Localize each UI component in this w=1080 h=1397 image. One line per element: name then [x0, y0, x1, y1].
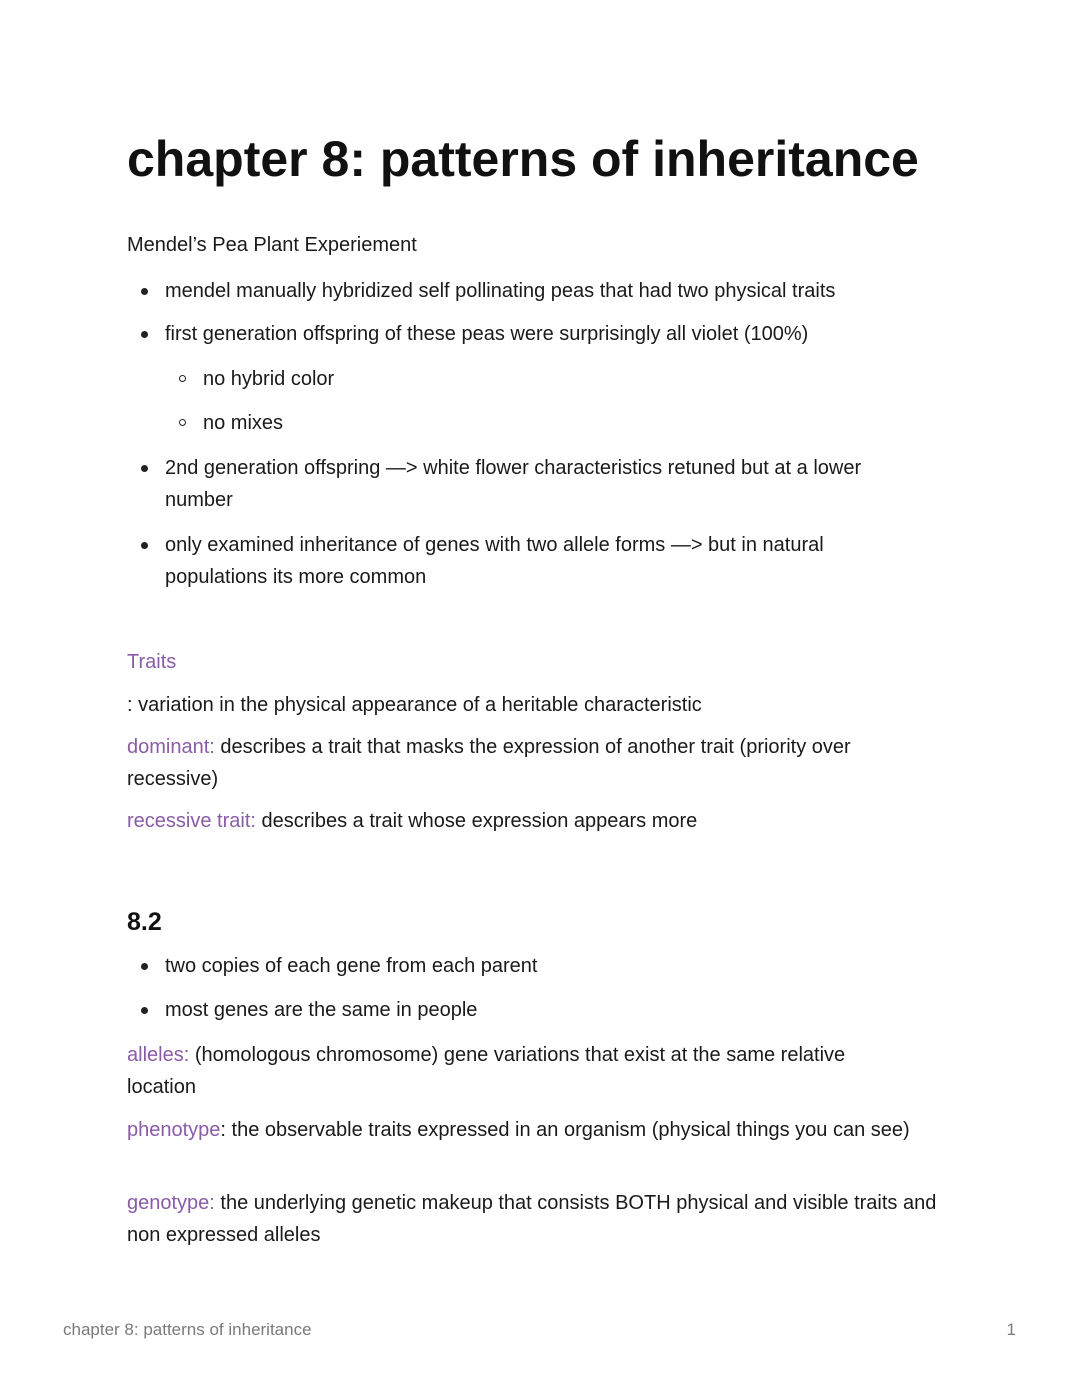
list-item-text: no mixes: [203, 412, 284, 434]
section-heading-8-2: 8.2: [127, 908, 162, 936]
list-item-text: no hybrid color: [203, 368, 335, 390]
definition-text: the underlying genetic makeup that consists BOTH physical and visible traits and non expressed alleles: [127, 1192, 937, 1246]
definition-dominant: [127, 731, 927, 795]
page-number: 1: [1006, 1320, 1016, 1339]
definition-alleles: [127, 1039, 917, 1103]
page-title: chapter 8: patterns of inheritance: [127, 131, 919, 187]
bullet-dot-icon: [141, 1007, 148, 1014]
definition-text: (homologous chromosome) gene variations that exist at the same relative location: [127, 1044, 846, 1098]
list-item: [127, 452, 917, 516]
bullet-circle-icon: [179, 419, 186, 426]
traits-heading: Traits: [127, 651, 177, 673]
definition-recessive: [127, 805, 927, 837]
section-heading-mendel: Mendel’s Pea Plant Experiement: [127, 234, 417, 256]
list-item: [127, 994, 927, 1026]
sub-list-item: [127, 363, 927, 395]
bullet-dot-icon: [141, 288, 148, 295]
list-item: [127, 950, 927, 982]
definition-genotype: [127, 1187, 957, 1251]
term-recessive: recessive trait:: [127, 810, 256, 832]
term-phenotype: phenotype: [127, 1119, 221, 1141]
list-item-text: mendel manually hybridized self pollinating peas that had two physical traits: [165, 280, 836, 302]
bullet-dot-icon: [141, 963, 148, 970]
sub-list-item: [127, 407, 927, 439]
definition-phenotype: [127, 1114, 927, 1146]
list-item-text: 2nd generation offspring —> white flower characteristics retuned but at a lower number: [165, 457, 862, 511]
list-item: [127, 275, 927, 307]
list-item: [127, 318, 927, 350]
list-item-text: most genes are the same in people: [165, 999, 478, 1021]
list-item-text: two copies of each gene from each parent: [165, 955, 538, 977]
term-dominant: dominant:: [127, 736, 215, 758]
term-genotype: genotype:: [127, 1192, 215, 1214]
bullet-circle-icon: [179, 375, 186, 382]
list-item-text: only examined inheritance of genes with two allele forms —> but in natural populations its more common: [165, 534, 824, 588]
footer-title: chapter 8: patterns of inheritance: [63, 1320, 312, 1339]
traits-definition: : variation in the physical appearance of a heritable characteristic: [127, 694, 702, 716]
definition-text: describes a trait that masks the expression of another trait (priority over recessive): [127, 736, 851, 790]
bullet-dot-icon: [141, 542, 148, 549]
definition-text: describes a trait whose expression appears more: [255, 810, 698, 832]
definition-text: : the observable traits expressed in an organism (physical things you can see): [220, 1119, 910, 1141]
bullet-dot-icon: [141, 331, 148, 338]
list-item-text: first generation offspring of these peas were surprisingly all violet (100%): [165, 323, 809, 345]
term-alleles: alleles:: [127, 1044, 190, 1066]
bullet-dot-icon: [141, 465, 148, 472]
list-item: [127, 529, 917, 593]
